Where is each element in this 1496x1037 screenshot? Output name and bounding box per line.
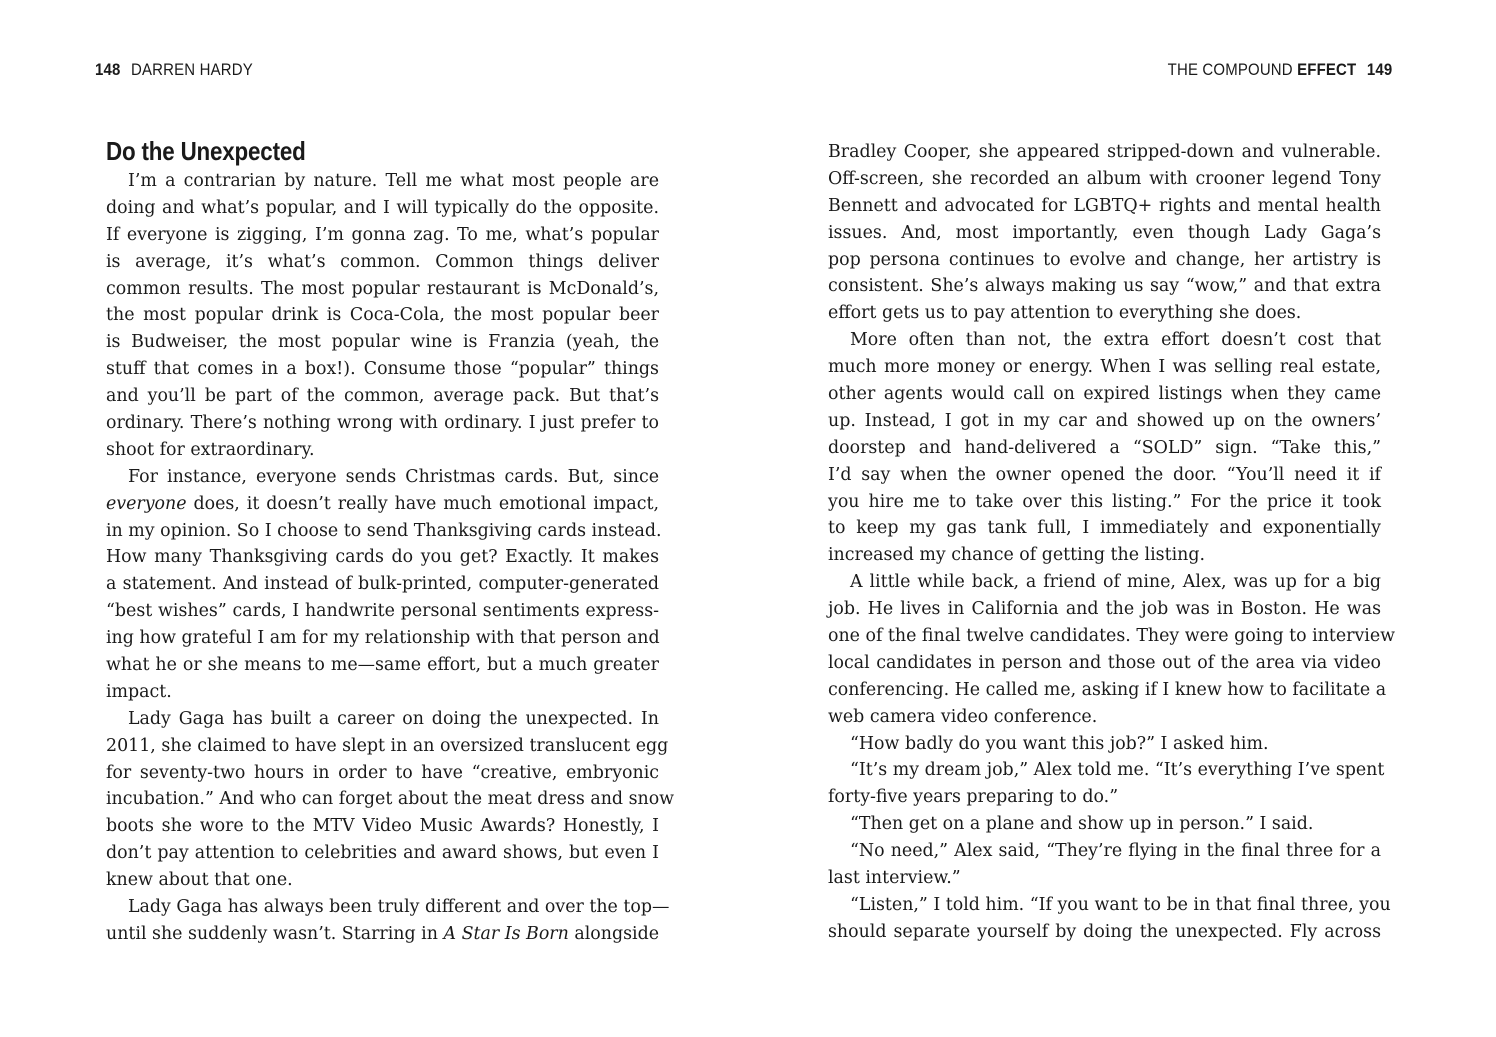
text-line: much more money or energy. When I was selling real estate,: [828, 357, 1381, 378]
right-body-text: [828, 139, 1396, 946]
section-heading: Do the Unexpected: [106, 136, 306, 166]
text-line: don’t pay attention to celebrities and award shows, but even I: [106, 843, 659, 864]
left-text-block: [106, 136, 675, 948]
text-line: other agents would call on expired listings when they came: [828, 384, 1381, 405]
text-line: forty-five years preparing to do.”: [828, 787, 1119, 808]
book-title-bold: EFFECT: [1296, 60, 1356, 79]
text-line: shoot for extraordinary.: [106, 439, 315, 460]
text-line: increased my chance of getting the listing.: [828, 545, 1205, 566]
text-line: the most popular drink is Coca-Cola, the most popular beer: [106, 305, 659, 326]
text-line: Off-screen, she recorded an album with crooner legend Tony: [828, 168, 1381, 189]
text-line: common results. The most popular restaurant is McDonald’s,: [106, 278, 659, 299]
text-line: impact.: [106, 681, 172, 702]
text-line: “It’s my dream job,” Alex told me. “It’s everything I’ve spent: [850, 760, 1385, 781]
text-line: web camera video conference.: [828, 706, 1098, 727]
text-line: How many Thanksgiving cards do you get? Exactly. It makes: [106, 547, 659, 568]
text-line: “Then get on a plane and show up in person.” I said.: [850, 814, 1314, 835]
text-line: is average, it’s what’s common. Common things deliver: [106, 251, 659, 272]
text-line: I’d say when the owner opened the door. “You’ll need it if: [828, 464, 1381, 485]
text-line: I’m a contrarian by nature. Tell me what most people are: [128, 171, 659, 191]
text-line: doorstep and hand-delivered a “SOLD” sign. “Take this,”: [828, 437, 1381, 458]
right-text-block: [828, 139, 1396, 946]
text-line: a statement. And instead of bulk-printed, computer-generated: [106, 574, 659, 595]
italic-text: A Star Is Born: [443, 923, 569, 944]
text-line: everyone does, it doesn’t really have much emotional impact,: [106, 493, 659, 514]
text-line: doing and what’s popular, and I will typically do the opposite.: [106, 197, 659, 218]
book-title-normal: THE COMPOUND: [1167, 60, 1293, 79]
text-line: last interview.”: [828, 868, 961, 889]
text-line: until she suddenly wasn’t. Starring in A Star Is Born alongside: [106, 923, 660, 944]
left-page-number: 148: [95, 60, 121, 79]
text-line: what he or she means to me—same effort, but a much greater: [106, 655, 659, 676]
text-line: “Listen,” I told him. “If you want to be in that final three, you: [850, 894, 1391, 915]
text-line: consistent. She’s always making us say “wow,” and that extra: [828, 276, 1381, 297]
text-line: If everyone is zigging, I’m gonna zag. To me, what’s popular: [106, 224, 659, 245]
text-line: for seventy-two hours in order to have “creative, embryonic: [106, 762, 659, 783]
text-line: pop persona continues to evolve and change, her artistry is: [828, 249, 1381, 270]
text-line: knew about that one.: [106, 870, 293, 891]
text-line: effort gets us to pay attention to everything she does.: [828, 303, 1302, 324]
text-line: in my opinion. So I choose to send Thanksgiving cards instead.: [106, 520, 662, 541]
left-body-text: [106, 168, 675, 948]
left-running-head: [95, 60, 253, 80]
right-page-number: 149: [1366, 60, 1392, 79]
text-line: stuff that comes in a box!). Consume those “popular” things: [106, 359, 659, 380]
text-line: to keep my gas tank full, I immediately and exponentially: [828, 518, 1381, 539]
text-line: and you’ll be part of the common, average pack. But that’s: [106, 386, 659, 407]
text-line: ordinary. There’s nothing wrong with ordinary. I just prefer to: [106, 413, 659, 434]
text-line: Bradley Cooper, she appeared stripped-down and vulnerable.: [828, 142, 1381, 162]
text-line: issues. And, most importantly, even though Lady Gaga’s: [828, 222, 1381, 243]
text-line: ing how grateful I am for my relationship with that person and: [106, 628, 660, 649]
text-line: Bennett and advocated for LGBTQ+ rights and mental health: [828, 195, 1381, 216]
text-line: “best wishes” cards, I handwrite personal sentiments express-: [106, 601, 659, 622]
text-line: local candidates in person and those out of the area via video: [828, 652, 1381, 673]
text-line: up. Instead, I got in my car and showed up on the owners’: [828, 410, 1381, 431]
text-line: is Budweiser, the most popular wine is Franzia (yeah, the: [106, 332, 659, 353]
text-line: should separate yourself by doing the unexpected. Fly across: [828, 921, 1381, 942]
text-line: one of the final twelve candidates. They were going to interview: [828, 626, 1396, 647]
text-line: incubation.” And who can forget about the meat dress and snow: [106, 789, 675, 810]
italic-text: everyone: [106, 493, 187, 514]
text-line: 2011, she claimed to have slept in an oversized translucent egg: [106, 735, 669, 756]
text-line: you hire me to take over this listing.” For the price it took: [828, 491, 1381, 512]
text-line: A little while back, a friend of mine, Alex, was up for a big: [850, 572, 1381, 593]
text-line: “How badly do you want this job?” I asked him.: [850, 733, 1269, 754]
author-name: DARREN HARDY: [131, 60, 253, 79]
text-line: job. He lives in California and the job was in Boston. He was: [828, 599, 1381, 620]
text-line: Lady Gaga has always been truly different and over the top—: [128, 897, 670, 918]
text-line: Lady Gaga has built a career on doing the unexpected. In: [128, 708, 659, 729]
text-line: “No need,” Alex said, “They’re flying in the final three for a: [850, 841, 1381, 862]
text-line: For instance, everyone sends Christmas cards. But, since: [128, 466, 659, 487]
text-line: boots she wore to the MTV Video Music Awards? Honestly, I: [106, 816, 659, 837]
right-running-head: [1167, 60, 1392, 80]
text-line: conferencing. He called me, asking if I knew how to facilitate a: [828, 679, 1387, 700]
right-page: [748, 0, 1496, 1037]
text-line: More often than not, the extra effort doesn’t cost that: [850, 330, 1381, 351]
